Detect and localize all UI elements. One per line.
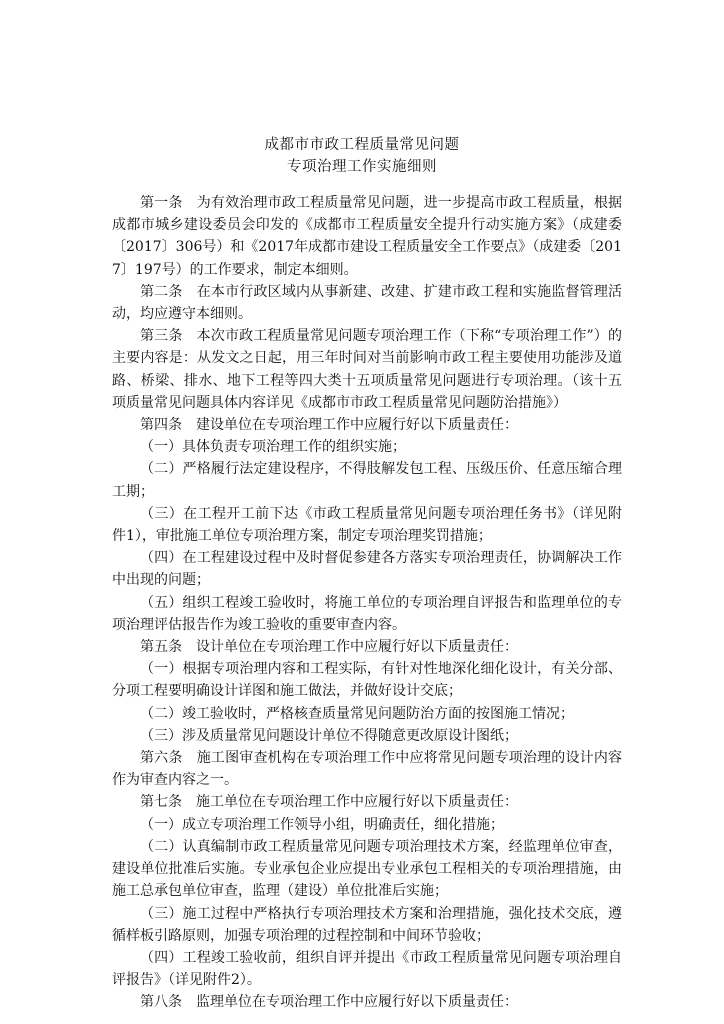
article-5-item-2: （二）竣工验收时，严格核查质量常见问题防治方面的按图施工情况；: [140, 705, 574, 722]
article-6: 第六条 施工图审查机构在专项治理工作中应将常见问题专项治理的设计内容作为审查内容之一。: [112, 750, 622, 789]
title-line-2: 专项治理工作实施细则: [287, 159, 437, 175]
article-7-item-1: （一）成立专项治理工作领导小组，明确责任，细化措施；: [140, 816, 504, 833]
article-7-item-4: （四）工程竣工验收前，组织自评并提出《市政工程质量常见问题专项治理自评报告》（详见附件2）。: [112, 949, 622, 989]
article-5-item-3: （三）涉及质量常见问题设计单位不得随意更改原设计图纸；: [140, 727, 518, 744]
article-3: 第三条 本次市政工程质量常见问题专项治理工作（下称“专项治理工作”）的主要内容是：从发文之日起，用三年时间对当前影响市政工程主要使用功能涉及道路、桥梁、排水、地下工程等四大类十五项质量常见问题进行专项治理。（该十五项质量常见问题具体内容详见《成都市市政工程质量常见问题防治措施》）: [112, 328, 622, 411]
article-1: 第一条 为有效治理市政工程质量常见问题，进一步提高市政工程质量，根据成都市城乡建设委员会印发的《成都市工程质量安全提升行动实施方案》（成建委〔2017〕306号）和《2017年成都市建设工程质量安全工作要点》（成建委〔2017〕197号）的工作要求，制定本细则。: [112, 195, 622, 278]
article-7-item-2: （二）认真编制市政工程质量常见问题专项治理技术方案，经监理单位审查，建设单位批准后实施。专业承包企业应提出专业承包工程相关的专项治理措施，由施工总承包单位审查，监理（建设）单位批准后实施；: [112, 838, 622, 900]
article-4-item-5: （五）组织工程竣工验收时，将施工单位的专项治理自评报告和监理单位的专项治理评估报告作为竣工验收的重要审查内容。: [112, 594, 622, 633]
article-4-item-3: （三）在工程开工前下达《市政工程质量常见问题专项治理任务书》（详见附件1），审批施工单位专项治理方案，制定专项治理奖罚措施；: [112, 505, 622, 545]
article-4: 第四条 建设单位在专项治理工作中应履行好以下质量责任：: [140, 417, 518, 434]
article-5-item-1: （一）根据专项治理内容和工程实际，有针对性地深化细化设计，有关分部、分项工程要明确设计详图和施工做法，并做好设计交底；: [112, 661, 622, 700]
article-4-item-2: （二）严格履行法定建设程序，不得肢解发包工程、压级压价、任意压缩合理工期；: [112, 461, 622, 500]
article-2: 第二条 在本市行政区域内从事新建、改建、扩建市政工程和实施监督管理活动，均应遵守本细则。: [112, 283, 622, 323]
title-line-1: 成都市市政工程质量常见问题: [264, 137, 460, 153]
article-8: 第八条 监理单位在专项治理工作中应履行好以下质量责任：: [140, 994, 518, 1011]
article-4-item-4: （四）在工程建设过程中及时督促参建各方落实专项治理责任，协调解决工作中出现的问题；: [112, 550, 622, 589]
article-4-item-1: （一）具体负责专项治理工作的组织实施；: [140, 439, 406, 456]
article-7-item-3: （三）施工过程中严格执行专项治理技术方案和治理措施，强化技术交底，遵循样板引路原则，加强专项治理的过程控制和中间环节验收；: [112, 905, 622, 944]
document-title: [0, 134, 724, 178]
document-body: [112, 192, 622, 1014]
article-5: 第五条 设计单位在专项治理工作中应履行好以下质量责任：: [140, 639, 518, 656]
article-7: 第七条 施工单位在专项治理工作中应履行好以下质量责任：: [140, 794, 518, 811]
